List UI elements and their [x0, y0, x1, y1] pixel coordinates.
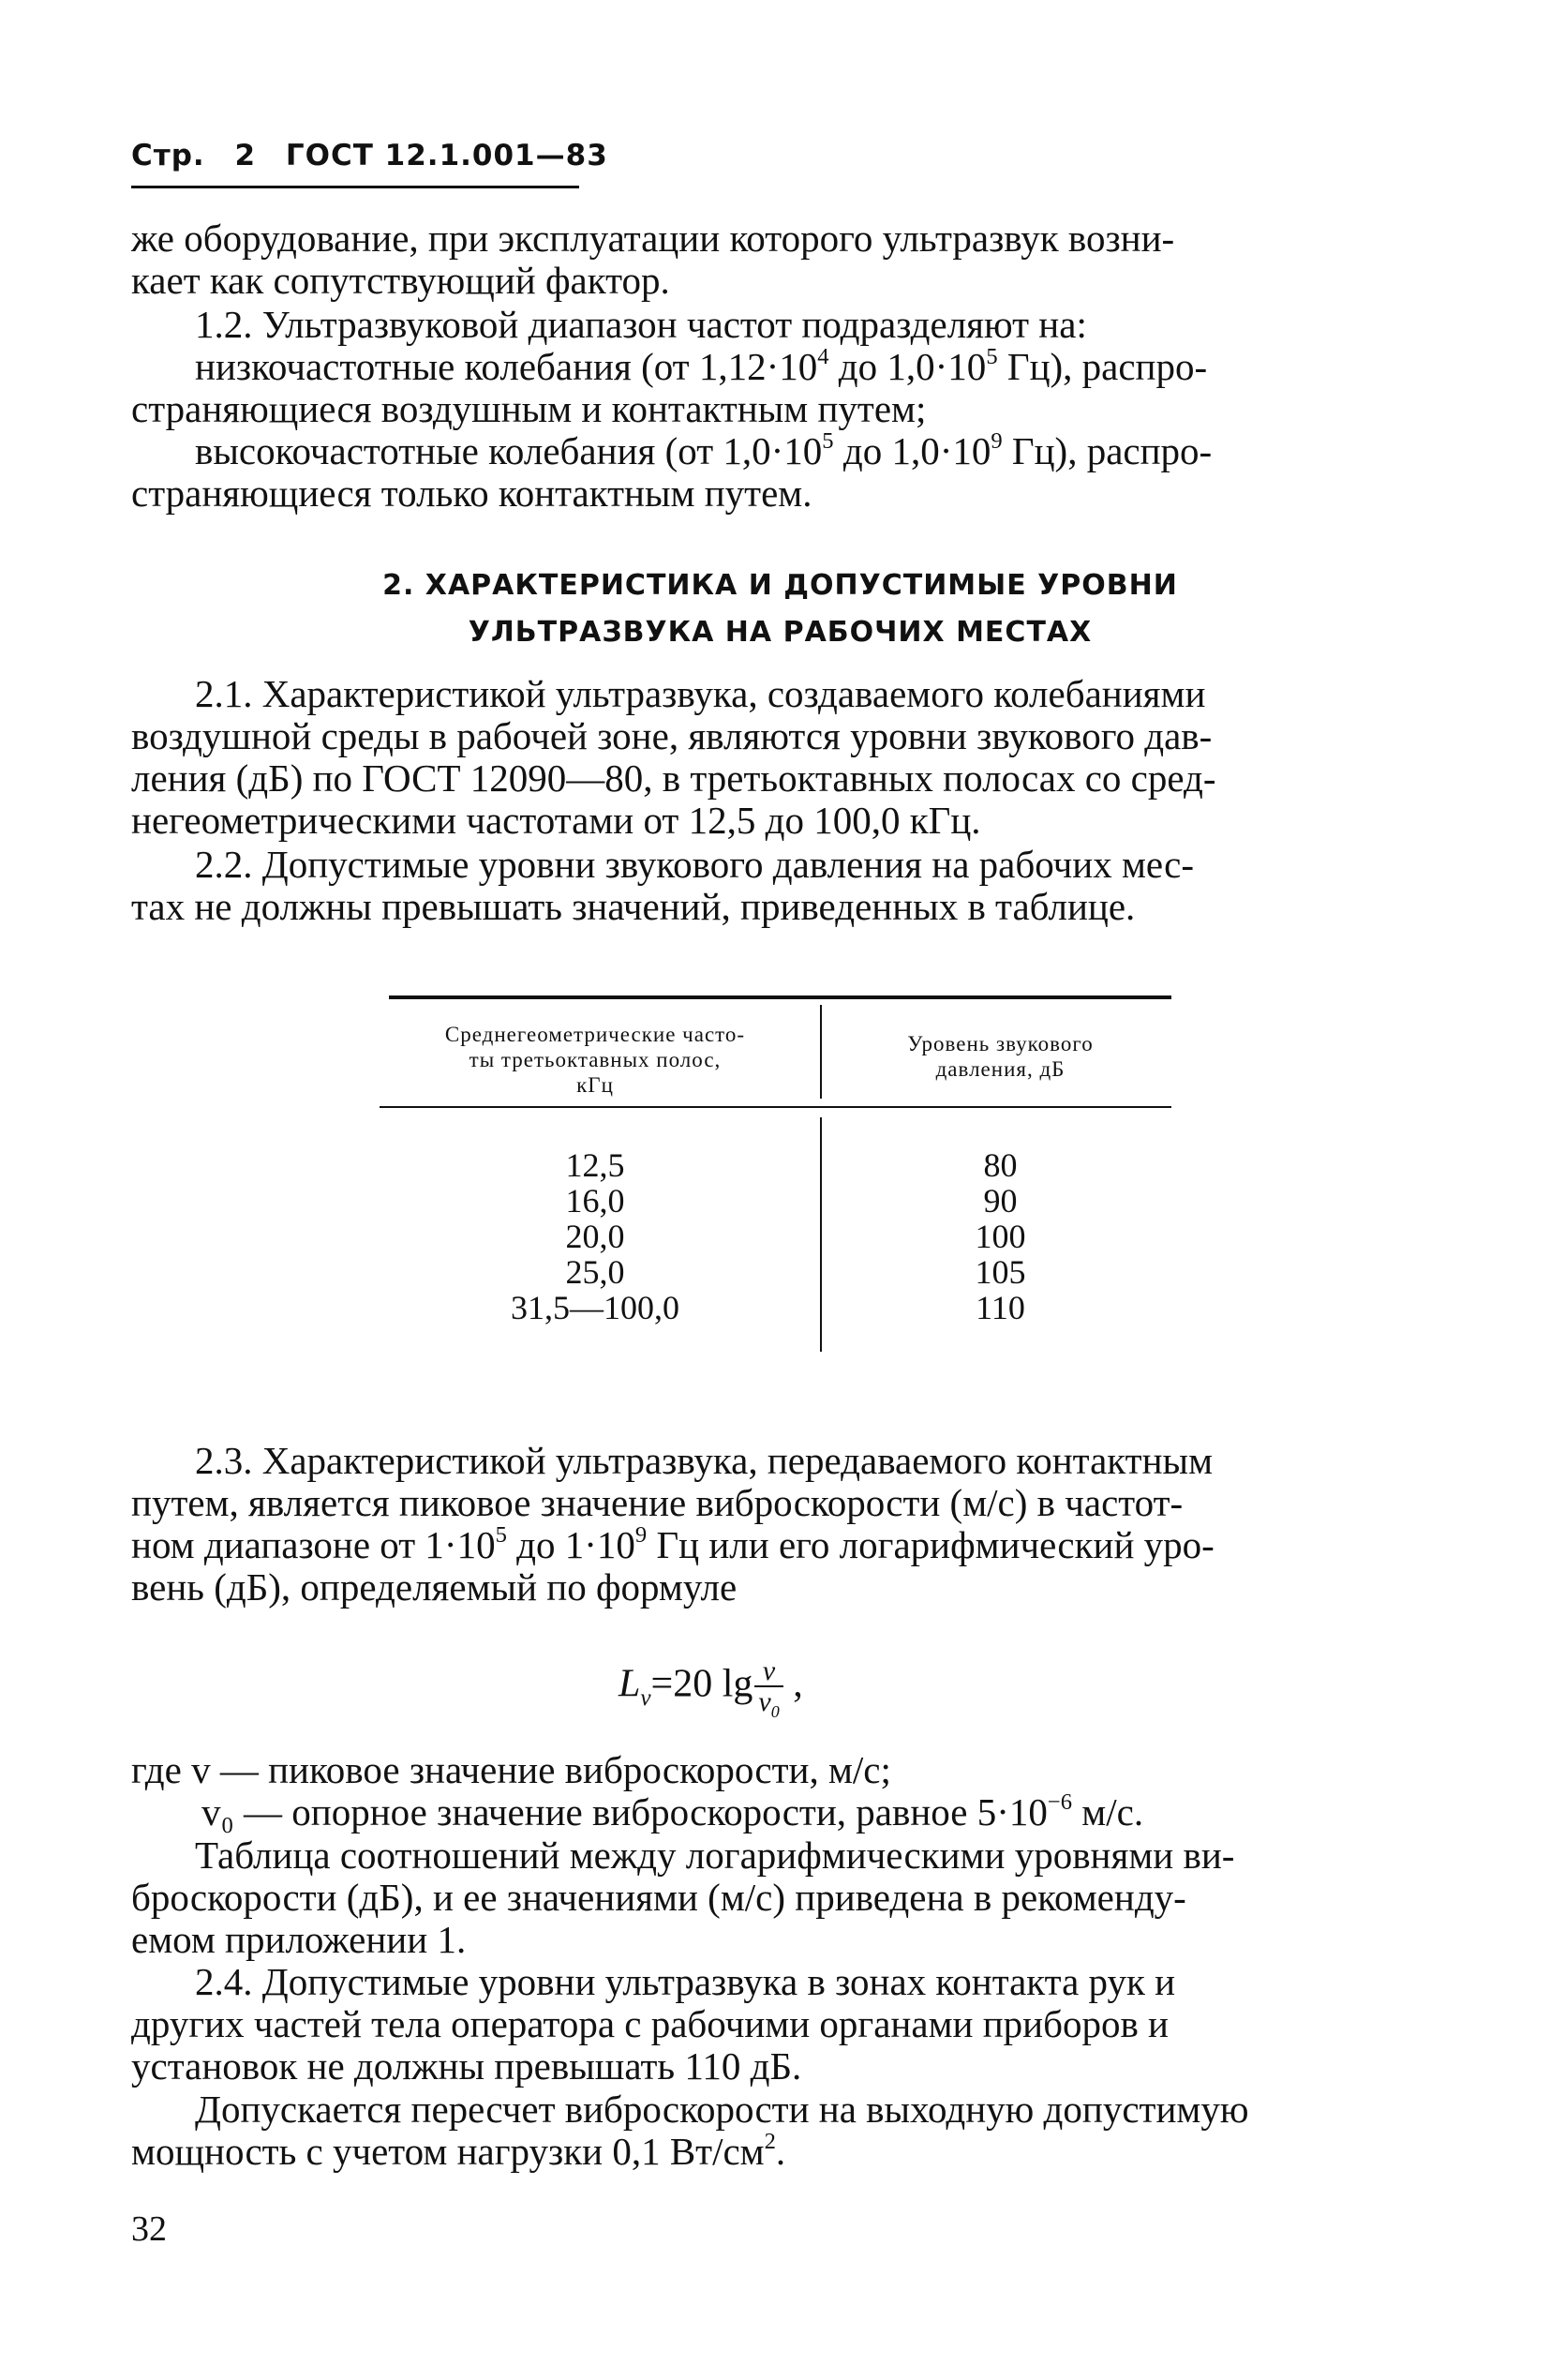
table-cell: 20,0	[565, 1218, 625, 1255]
text-line: же оборудование, при эксплуатации которого ультразвук возни-	[131, 217, 1175, 260]
text-line: страняющиеся воздушным и контактным путем;	[131, 387, 927, 430]
table-cell: 110	[976, 1289, 1025, 1326]
text-line: тах не должны превышать значений, приведенных в таблице.	[131, 885, 1136, 928]
text-line: других частей тела оператора с рабочими органами приборов и	[131, 2002, 1169, 2045]
header-page-number: 2	[234, 139, 257, 172]
text-line: Таблица соотношений между логарифмическими уровнями ви-	[195, 1834, 1235, 1877]
header-rule	[131, 186, 579, 188]
text-line: Допускается пересчет виброскорости на выходную допустимую	[195, 2088, 1249, 2131]
text-line: 1.2. Ультразвуковой диапазон частот подразделяют на:	[195, 303, 1087, 346]
text-line: негеометрическими частотами от 12,5 до 100,0 кГц.	[131, 799, 981, 842]
table-cell: 90	[983, 1182, 1018, 1220]
text-line: 2.1. Характеристикой ультразвука, создаваемого колебаниями	[195, 672, 1206, 715]
table-cell: 16,0	[565, 1182, 625, 1220]
text-line: v₀ — опорное значение виброскорости, равное $5\cdot 10^{-6}$ м/с.	[201, 1789, 1144, 1834]
text-line: страняющиеся только контактным путем.	[131, 472, 812, 515]
paragraph-2-2	[131, 844, 1429, 928]
table-cell: 12,5	[565, 1146, 625, 1184]
page-number: 32	[131, 2209, 167, 2249]
text-line: ления (дБ) по ГОСТ 12090—80, в третьоктавных полосах со сред-	[131, 756, 1216, 800]
paragraph-1-2	[131, 304, 1429, 515]
paragraph-2-1	[131, 673, 1429, 842]
text-line: 2.2. Допустимые уровни звукового давления на рабочих мес-	[195, 843, 1194, 886]
text-line: вень (дБ), определяемый по формуле	[131, 1565, 738, 1609]
formula-definitions	[131, 1749, 1429, 1834]
text-line: воздушной среды в рабочей зоне, являются уровни звукового дав-	[131, 714, 1213, 757]
formula-fraction: $\frac{v}{v_0}$	[754, 1657, 782, 1717]
paragraph-power	[131, 2088, 1429, 2173]
text-line: установок не должны превышать 110 дБ.	[131, 2044, 802, 2088]
table-cell: 25,0	[565, 1253, 625, 1291]
table-column-divider	[820, 1005, 822, 1099]
text-line: высокочастотные колебания (от $1,0\cdot 10^5$ до $1,0\cdot 10^9$ Гц), распро-	[195, 428, 1213, 472]
table-cell: 105	[975, 1253, 1026, 1291]
text-line: где v — пиковое значение виброскорости, м/с;	[131, 1748, 891, 1791]
text-line: ном диапазоне от $1\cdot 10^5$ до $1\cdot 10^9$ Гц или его логарифмический уро-	[131, 1522, 1215, 1566]
paragraph-2-3-appendix	[131, 1834, 1429, 1961]
table-column-frequency	[380, 1147, 811, 1325]
text-line: броскорости (дБ), и ее значениями (м/с) приведена в рекоменду-	[131, 1876, 1186, 1919]
table-cell: 100	[975, 1218, 1026, 1255]
table-header-frequency: Среднегеометрические часто- ты третьоктавных полос, кГц	[444, 1023, 746, 1097]
text-line: емом приложении 1.	[131, 1918, 467, 1961]
table-header-rule	[380, 1106, 1171, 1108]
text-line: 2.4. Допустимые уровни ультразвука в зонах контакта рук и	[195, 1960, 1176, 2003]
paragraph-continued	[131, 217, 1429, 302]
text-line: 2.3. Характеристикой ультразвука, передаваемого контактным	[195, 1439, 1214, 1482]
text-line: путем, является пиковое значение виброскорости (м/с) в частот-	[131, 1481, 1184, 1524]
text-line: низкочастотные колебания (от $1,12\cdot 10^4$ до $1,0\cdot 10^5$ Гц), распро-	[195, 344, 1208, 388]
sound-level-table	[380, 995, 1171, 1352]
table-top-rule	[389, 995, 1171, 999]
table-header-level: Уровень звукового давления, дБ	[907, 1032, 1094, 1081]
formula: $L_v=20$ lg $\frac{v}{v_0}$ ,	[619, 1655, 803, 1721]
table-cell: 31,5—100,0	[511, 1289, 679, 1326]
paragraph-2-3	[131, 1440, 1429, 1609]
table-column-divider	[820, 1117, 822, 1352]
paragraph-2-4	[131, 1961, 1429, 2088]
page-header	[131, 139, 627, 172]
section-2-title: 2. ХАРАКТЕРИСТИКА И ДОПУСТИМЫЕ УРОВНИ УЛЬТРАЗВУКА НА РАБОЧИХ МЕСТАХ	[382, 569, 1178, 649]
text-line: кает как сопутствующий фактор.	[131, 259, 670, 302]
table-cell: 80	[983, 1146, 1018, 1184]
text-line: мощность с учетом нагрузки 0,1 $Вт/см^2$.	[131, 2129, 786, 2173]
page-label: Стр.	[131, 139, 205, 172]
standard-code: ГОСТ 12.1.001—83	[285, 139, 608, 172]
table-column-level	[829, 1147, 1171, 1325]
